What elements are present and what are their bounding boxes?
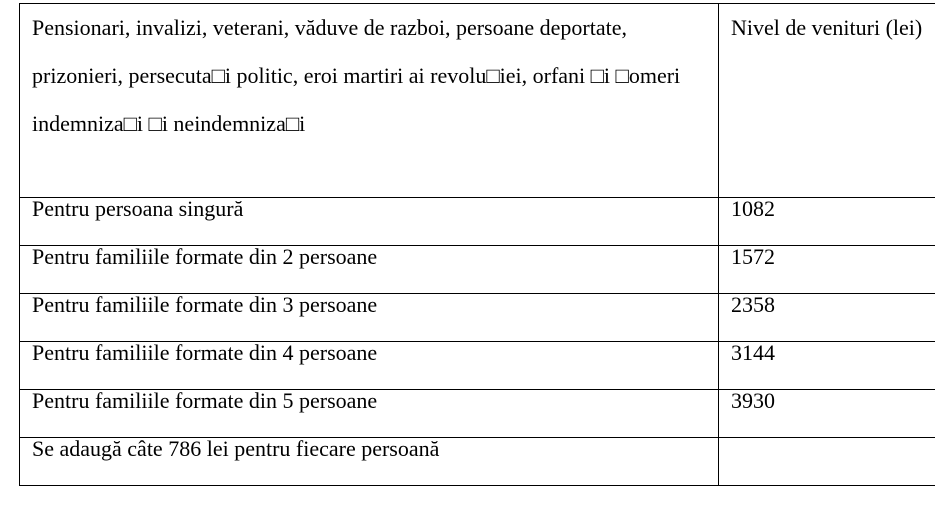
row-label-cell: Pentru familiile formate din 5 persoane bbox=[20, 390, 719, 438]
income-table bbox=[19, 3, 935, 486]
table-row bbox=[20, 246, 935, 294]
row-value-cell: 2358 bbox=[719, 294, 935, 342]
row-label-cell: Pentru familiile formate din 4 persoane bbox=[20, 342, 719, 390]
header-income-cell: Nivel de venituri (lei) bbox=[719, 4, 935, 198]
row-value-cell: 3144 bbox=[719, 342, 935, 390]
row-value-cell bbox=[719, 438, 935, 486]
table-row bbox=[20, 294, 935, 342]
row-label-cell: Pentru persoana singură bbox=[20, 198, 719, 246]
header-category-cell: Pensionari, invalizi, veterani, văduve de razboi, persoane deportate, prizonieri, persecuta□i politic, eroi martiri ai revolu□iei, orfani □i □omeri indemniza□i □i neindemniza□i bbox=[20, 4, 719, 198]
table-row bbox=[20, 198, 935, 246]
table-header-row bbox=[20, 4, 935, 198]
table-row bbox=[20, 342, 935, 390]
row-value-cell: 1572 bbox=[719, 246, 935, 294]
row-value-cell: 3930 bbox=[719, 390, 935, 438]
table-row bbox=[20, 390, 935, 438]
row-value-cell: 1082 bbox=[719, 198, 935, 246]
row-label-cell: Pentru familiile formate din 3 persoane bbox=[20, 294, 719, 342]
row-label-cell: Se adaugă câte 786 lei pentru fiecare persoană bbox=[20, 438, 719, 486]
row-label-cell: Pentru familiile formate din 2 persoane bbox=[20, 246, 719, 294]
table-row bbox=[20, 438, 935, 486]
